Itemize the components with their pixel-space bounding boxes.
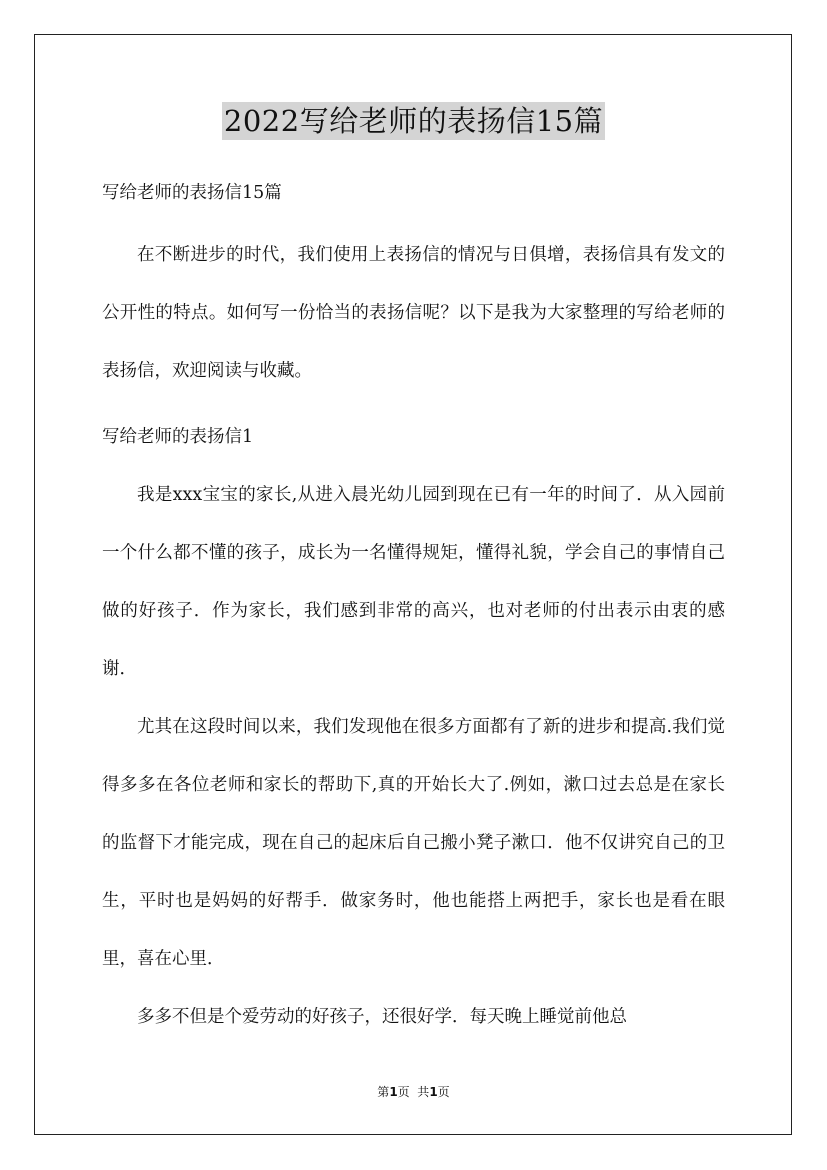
- document-subtitle: 写给老师的表扬信15篇: [102, 183, 282, 203]
- page-footer: [0, 1084, 827, 1100]
- current-page-number: 1: [389, 1085, 398, 1099]
- body-paragraph: 多多不但是个爱劳动的好孩子，还很好学．每天晚上睡觉前他总: [137, 1007, 627, 1027]
- title-container: [0, 102, 827, 140]
- body-paragraph: 我是xxx宝宝的家长,从进入晨光幼儿园到现在已有一年的时间了．从入园前一个什么都不懂的孩子，成长为一名懂得规矩，懂得礼貌，学会自己的事情自己做的好孩子．作为家长，我们感到非常的高兴，也对老师的付出表示由衷的感谢．: [102, 485, 725, 679]
- document-title: 2022写给老师的表扬信15篇: [223, 104, 604, 138]
- intro-paragraph: 在不断进步的时代，我们使用上表扬信的情况与日俱增，表扬信具有发文的公开性的特点。如何写一份恰当的表扬信呢？以下是我为大家整理的写给老师的表扬信，欢迎阅读与收藏。: [102, 245, 725, 381]
- body-paragraph: 尤其在这段时间以来，我们发现他在很多方面都有了新的进步和提高.我们觉得多多在各位老师和家长的帮助下,真的开始长大了.例如，漱口过去总是在家长的监督下才能完成，现在自己的起床后自己搬小凳子漱口．他不仅讲究自己的卫生，平时也是妈妈的好帮手．做家务时，他也能搭上两把手，家长也是看在眼里，喜在心里．: [102, 717, 725, 969]
- page-label-mid: 页 共: [397, 1085, 430, 1099]
- section-heading: 写给老师的表扬信1: [102, 427, 254, 447]
- page-label-prefix: 第: [377, 1085, 390, 1099]
- total-page-number: 1: [429, 1085, 438, 1099]
- document-body: [102, 176, 725, 1046]
- page-label-suffix: 页: [437, 1085, 450, 1099]
